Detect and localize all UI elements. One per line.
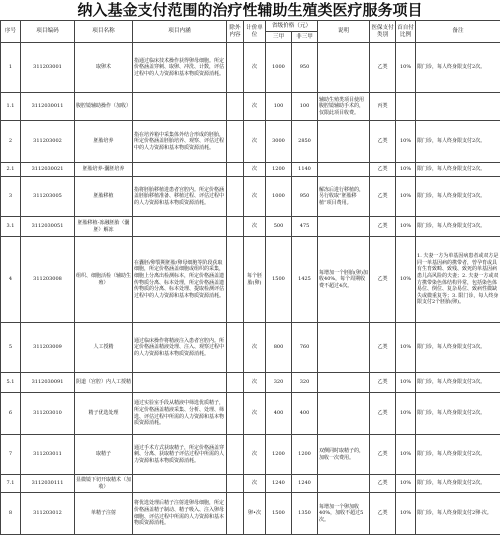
header-remark: 备注 [416, 21, 500, 43]
header-price-non3a: 非三甲 [292, 32, 318, 43]
cell-category: 乙类 [370, 237, 396, 323]
table-row [1, 177, 500, 217]
cell-name: 腹腔镜辅助操作（加收） [75, 93, 133, 121]
cell-self-ratio: 10% [396, 435, 416, 475]
cell-category: 乙类 [370, 435, 396, 475]
cell-category: 乙类 [370, 373, 396, 393]
header-self-ratio: 首自付比例 [396, 21, 416, 43]
cell-note [318, 393, 370, 435]
cell-code: 311203002 [21, 121, 75, 163]
cell-category: 乙类 [370, 493, 396, 535]
cell-code: 3112030111 [21, 475, 75, 493]
cell-category: 乙类 [370, 177, 396, 217]
cell-seq: 4 [1, 237, 21, 323]
cell-name: 阴道（宫腔）内人工授精 [75, 373, 133, 393]
cell-self-ratio: 10% [396, 493, 416, 535]
cell-excluded [227, 393, 244, 435]
header-excluded: 除外内容 [227, 21, 244, 43]
header-category: 医保支付类别 [370, 21, 396, 43]
cell-self-ratio: 10% [396, 373, 416, 393]
cell-price-non3a: 475 [292, 217, 318, 237]
cell-price-non3a: 1350 [292, 493, 318, 535]
cell-remark: 限门诊，每人终身限支付2次。 [416, 475, 500, 493]
cell-self-ratio: 10% [396, 217, 416, 237]
cell-price-non3a: 760 [292, 323, 318, 373]
cell-price-non3a: 1140 [292, 163, 318, 177]
cell-note [318, 121, 370, 163]
table-row [1, 373, 500, 393]
cell-name: 人工授精 [75, 323, 133, 373]
cell-unit: 每个胚胎(卵) [244, 237, 266, 323]
cell-price-non3a: 320 [292, 373, 318, 393]
cell-self-ratio: 10% [396, 237, 416, 323]
cell-price-non3a: 1200 [292, 435, 318, 475]
header-note: 说明 [318, 21, 370, 43]
header-name: 项目名称 [75, 21, 133, 43]
table-row [1, 435, 500, 475]
cell-code: 311203012 [21, 493, 75, 535]
cell-note [318, 43, 370, 93]
cell-price-3a: 100 [266, 93, 292, 121]
cell-content [133, 373, 227, 393]
cell-note: 每增加一个胚胎(卵)加收40%，每个周期收费不超过4次。 [318, 237, 370, 323]
cell-seq: 2 [1, 121, 21, 163]
cell-seq: 8 [1, 493, 21, 535]
cell-code: 3112030051 [21, 217, 75, 237]
cell-unit: 次 [244, 435, 266, 475]
cell-category: 乙类 [370, 475, 396, 493]
table-row [1, 475, 500, 493]
cell-self-ratio: 10% [396, 121, 416, 163]
cell-unit: 次 [244, 93, 266, 121]
cell-seq: 7.1 [1, 475, 21, 493]
cell-excluded [227, 323, 244, 373]
cell-excluded [227, 217, 244, 237]
cell-price-3a: 1500 [266, 493, 292, 535]
cell-unit: 次 [244, 163, 266, 177]
cell-category: 丙类 [370, 93, 396, 121]
header-seq: 序号 [1, 21, 21, 43]
cell-remark: 限门诊，每人终身限支付2次。 [416, 163, 500, 177]
cell-price-3a: 1200 [266, 163, 292, 177]
cell-code: 311203008 [21, 237, 75, 323]
cell-name: 胚胎培养-囊胚培养 [75, 163, 133, 177]
cell-seq: 2.1 [1, 163, 21, 177]
cell-name: 胚胎培养 [75, 121, 133, 163]
cell-price-3a: 1200 [266, 435, 292, 475]
cell-self-ratio: 10% [396, 163, 416, 177]
cell-note [318, 163, 370, 177]
cell-excluded [227, 373, 244, 393]
cell-price-non3a: 1240 [292, 475, 318, 493]
cell-price-non3a: 400 [292, 393, 318, 435]
cell-name: 组织、细胞活检（辅助生殖） [75, 237, 133, 323]
table-row [1, 121, 500, 163]
cell-unit: 次 [244, 177, 266, 217]
cell-seq: 3.1 [1, 217, 21, 237]
header-content: 项目内涵 [133, 21, 227, 43]
cell-content [133, 163, 227, 177]
cell-unit: 次 [244, 393, 266, 435]
cell-excluded [227, 237, 244, 323]
cell-seq: 5 [1, 323, 21, 373]
services-table [0, 20, 500, 535]
cell-code: 3112030011 [21, 93, 75, 121]
cell-note: 每增加一个卵加收40%，加收不超过5次。 [318, 493, 370, 535]
cell-excluded [227, 177, 244, 217]
cell-category: 乙类 [370, 323, 396, 373]
cell-code: 311203009 [21, 323, 75, 373]
cell-name: 显微镜下切开取精术（加收） [75, 475, 133, 493]
cell-price-non3a: 1425 [292, 237, 318, 323]
cell-price-non3a: 950 [292, 43, 318, 93]
cell-category: 乙类 [370, 217, 396, 237]
cell-remark: 限门诊，每人终身限支付3次。 [416, 323, 500, 373]
cell-seq: 3 [1, 177, 21, 217]
cell-content [133, 93, 227, 121]
cell-unit: 次 [244, 121, 266, 163]
cell-category: 乙类 [370, 393, 396, 435]
cell-self-ratio: 10% [396, 475, 416, 493]
cell-price-3a: 1240 [266, 475, 292, 493]
cell-unit: 卵•次 [244, 493, 266, 535]
table-row [1, 237, 500, 323]
cell-note [318, 475, 370, 493]
cell-excluded [227, 121, 244, 163]
cell-remark: 限门诊，每人终身限支付2卵·次。 [416, 493, 500, 535]
cell-remark: 限门诊，每人终身限支付2次。 [416, 393, 500, 435]
header-price-group: 省级价格（元） [266, 21, 318, 32]
cell-category: 乙类 [370, 43, 396, 93]
cell-excluded [227, 163, 244, 177]
cell-content [133, 475, 227, 493]
cell-content [133, 217, 227, 237]
cell-price-3a: 400 [266, 393, 292, 435]
cell-self-ratio: 10% [396, 393, 416, 435]
cell-content: 指通过临床技术操作获得卵母细胞。所定价格涵盖穿刺、取卵、冲洗、计数，评估过程中的人力资源和基本物质资源消耗。 [133, 43, 227, 93]
header-price-3a: 三甲 [266, 32, 292, 43]
cell-unit: 次 [244, 475, 266, 493]
cell-note [318, 217, 370, 237]
cell-category: 乙类 [370, 163, 396, 177]
cell-self-ratio [396, 93, 416, 121]
cell-price-3a: 1500 [266, 237, 292, 323]
cell-unit: 次 [244, 43, 266, 93]
table-header-row [1, 21, 500, 32]
cell-price-3a: 320 [266, 373, 292, 393]
cell-content: 将优选处理后精子注射进卵母细胞，所定价格涵盖精子制动、精子吸入、注入卵母细胞、评估过程中所需的人力资源和基本物质资源消耗。 [133, 493, 227, 535]
cell-code: 311203011 [21, 435, 75, 475]
cell-note: 双侧同时取精子的，加收一次费用。 [318, 435, 370, 475]
cell-code: 311203010 [21, 393, 75, 435]
cell-category: 乙类 [370, 121, 396, 163]
cell-excluded [227, 43, 244, 93]
cell-price-non3a: 950 [292, 177, 318, 217]
cell-seq: 1 [1, 43, 21, 93]
cell-code: 311203005 [21, 177, 75, 217]
cell-self-ratio: 10% [396, 177, 416, 217]
cell-name: 胚胎移植 [75, 177, 133, 217]
cell-remark: 限门诊，每人终身限支付3次。 [416, 217, 500, 237]
table-row [1, 323, 500, 373]
cell-content: 通过实验室手段从精液中筛选优质精子，所定价格涵盖精液采集、分析、处理、筛选、评估过程中所需的人力资源和基本物质资源消耗。 [133, 393, 227, 435]
cell-remark: 限门诊，每人终身限支付2次。 [416, 43, 500, 93]
cell-code: 311203001 [21, 43, 75, 93]
cell-excluded [227, 493, 244, 535]
cell-note: 辅助生殖类项目使用腹腔镜辅助手术的，仅限此项目收费。 [318, 93, 370, 121]
cell-price-non3a: 100 [292, 93, 318, 121]
header-unit: 计价单位 [244, 21, 266, 43]
table-row [1, 43, 500, 93]
cell-content: 指在培养箱中采集体外结合形成的胚胎，所定价格涵盖胚胎培养、观察、评估过程中的人力资源和基本物质资源消耗。 [133, 121, 227, 163]
cell-code: 3112030021 [21, 163, 75, 177]
cell-price-3a: 1000 [266, 177, 292, 217]
cell-self-ratio: 10% [396, 43, 416, 93]
cell-content: 指将胚胎移植进患者宫腔内。所定价格涵盖胚胎移植准备、移植过程、评估过程中的人力资源和基本物质资源消耗。 [133, 177, 227, 217]
cell-seq: 5.1 [1, 373, 21, 393]
cell-price-3a: 1000 [266, 43, 292, 93]
header-code: 项目编码 [21, 21, 75, 43]
cell-content: 在囊胚/卵裂期胚胎/卵母细胞等阶段获取细胞，所定价格涵盖细胞或组织的采集，细胞上分离出检测标本，所定价格涵盖遗传物质分离、标本处理，所定价格涵盖遗传物质的分离、标本处理、提取检测评估过程中的人力资源和基本物质资源消耗。 [133, 237, 227, 323]
cell-remark: 限门诊，每人终身限支付3次。 [416, 177, 500, 217]
cell-name: 取精子 [75, 435, 133, 475]
cell-name: 精子优选处理 [75, 393, 133, 435]
cell-remark: 1. 夫妻一方为单基因病患者或双方是同一单基因病的携带者，曾孕育或具有生育致畸、致残、致死的单基因病患儿高风险的夫妻；2. 夫妻一方或双方携带染色体结构异常，包括染色体易位、倒位、复杂易位、致病性微缺失或微重复等；3. 限门诊，每人终身限支付2个胚胎(卵)。 [416, 237, 500, 323]
cell-seq: 7 [1, 435, 21, 475]
cell-remark: 限门诊，每人终身限支付3次。 [416, 373, 500, 393]
cell-note: 解冻后进行移植的，另行收取“胚胎移植”项目费用。 [318, 177, 370, 217]
table-row [1, 163, 500, 177]
cell-unit: 次 [244, 323, 266, 373]
cell-note [318, 373, 370, 393]
cell-note [318, 323, 370, 373]
cell-content: 通过临床操作将精液注入患者宫腔内。所定价格涵盖精液处理、注入、观察过程中的人力资源和基本物质资源消耗。 [133, 323, 227, 373]
cell-price-3a: 800 [266, 323, 292, 373]
cell-excluded [227, 93, 244, 121]
table-row [1, 93, 500, 121]
cell-remark [416, 93, 500, 121]
cell-remark: 限门诊，每人终身限支付2次。 [416, 435, 500, 475]
cell-price-non3a: 2850 [292, 121, 318, 163]
cell-excluded [227, 435, 244, 475]
cell-code: 3112030091 [21, 373, 75, 393]
cell-price-3a: 3000 [266, 121, 292, 163]
table-row [1, 493, 500, 535]
cell-seq: 6 [1, 393, 21, 435]
cell-unit: 次 [244, 217, 266, 237]
cell-content: 通过手术方式获取精子，所定价格涵盖穿刺、分离、获取精子评估过程中所需的人力资源和基本物质资源消耗。 [133, 435, 227, 475]
cell-self-ratio: 10% [396, 323, 416, 373]
cell-name: 胚胎移植-冻融胚胎（囊胚）解冻 [75, 217, 133, 237]
document-title: 纳入基金支付范围的治疗性辅助生殖类医疗服务项目 [0, 0, 500, 20]
cell-name: 取卵术 [75, 43, 133, 93]
cell-name: 单精子注射 [75, 493, 133, 535]
cell-excluded [227, 475, 244, 493]
cell-remark: 限门诊，每人终身限支付2次。 [416, 121, 500, 163]
table-row [1, 393, 500, 435]
table-row [1, 217, 500, 237]
cell-unit: 次 [244, 373, 266, 393]
cell-price-3a: 500 [266, 217, 292, 237]
cell-seq: 1.1 [1, 93, 21, 121]
